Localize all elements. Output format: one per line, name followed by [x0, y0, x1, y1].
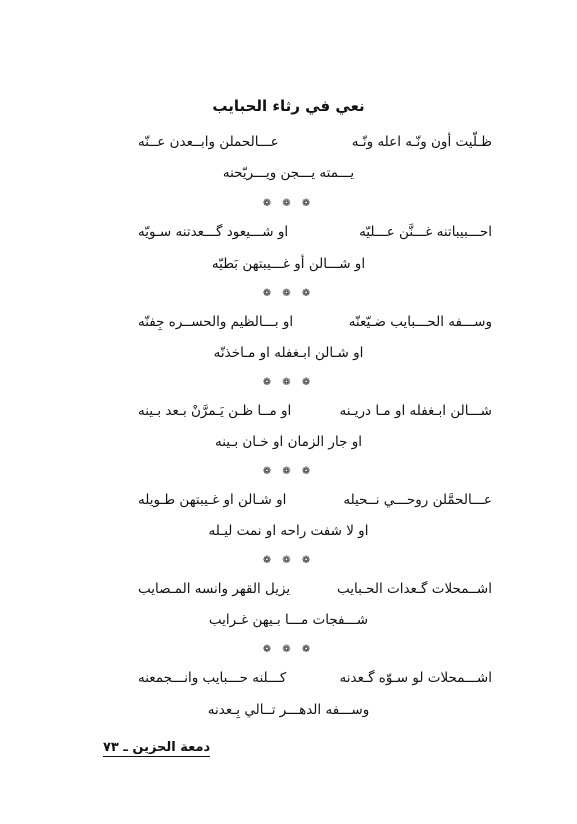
stanza-7-second-hemistich: كـــلنه حـــبايب وانـــجمعنه: [138, 670, 287, 686]
stanza-5-second-hemistich: او شـالن او غـيبتهن طـويله: [138, 492, 287, 508]
stanza-2-second-hemistich: او شـــيعود گـــعدتنه سـويّه: [138, 224, 289, 240]
stanza-separator: ❁ ❁ ❁: [262, 555, 315, 566]
stanza-3-refrain: او شـالن ابـغفله او مـاخذنّه: [213, 345, 364, 361]
stanza-2-first-hemistich: احـــبيباتنه غـــنَّن عـــليّه: [359, 224, 492, 240]
stanza-6-refrain: شـــفجات مـــا بـيهن غـرايب: [208, 612, 369, 628]
poem-title: نعي في رثاء الحبايب: [212, 97, 365, 115]
stanza-separator: ❁ ❁ ❁: [262, 644, 315, 655]
stanza-separator: ❁ ❁ ❁: [262, 288, 315, 299]
stanza-7-refrain: وســـفه الدهـــر تــالي بِـعدنه: [207, 702, 370, 718]
stanza-5-first-hemistich: عـــالحمَّلن روحـــي نــحيله: [343, 492, 492, 508]
stanza-4-second-hemistich: او مــا ظـن يَـمرَّنْ بـعد بـينه: [138, 403, 292, 419]
stanza-6-first-hemistich: اشــمحلات گـعدات الحـبايب: [336, 581, 492, 597]
stanza-separator: ❁ ❁ ❁: [262, 466, 315, 477]
stanza-separator: ❁ ❁ ❁: [262, 198, 315, 209]
stanza-4-first-hemistich: شـــالن ابـغفله او مـا دريـنه: [339, 403, 492, 419]
stanza-6-second-hemistich: يزيل القهر وانسه المـصايب: [138, 581, 291, 597]
stanza-4-refrain: او جار الزمان او خـان بـينه: [215, 434, 362, 450]
stanza-5-refrain: او لا شفت راحه او نمت ليـله: [208, 523, 369, 539]
stanza-1-second-hemistich: عـــالحملن وابــعدن عــنّه: [138, 134, 279, 150]
stanza-3-first-hemistich: وســـفه الحـــبايب ضـيّعنّه: [348, 314, 492, 330]
stanza-7-first-hemistich: اشـــمحلات لو سـوّه گـعدنه: [339, 670, 492, 686]
stanza-3-second-hemistich: او بـــالظيم والحســره جِفنّه: [138, 314, 294, 330]
stanza-1-refrain: يـــمته يـــجن ويـــريّحنه: [222, 165, 355, 181]
stanza-separator: ❁ ❁ ❁: [262, 377, 315, 388]
stanza-1-first-hemistich: ظـلّيت أون ونّـه اعله ونّـه: [351, 134, 492, 150]
page-footer: دمعة الحزين ـ ٧٣: [103, 740, 211, 755]
stanza-2-refrain: او شـــالن أو غـــيبتهن بَطيّه: [211, 256, 366, 272]
